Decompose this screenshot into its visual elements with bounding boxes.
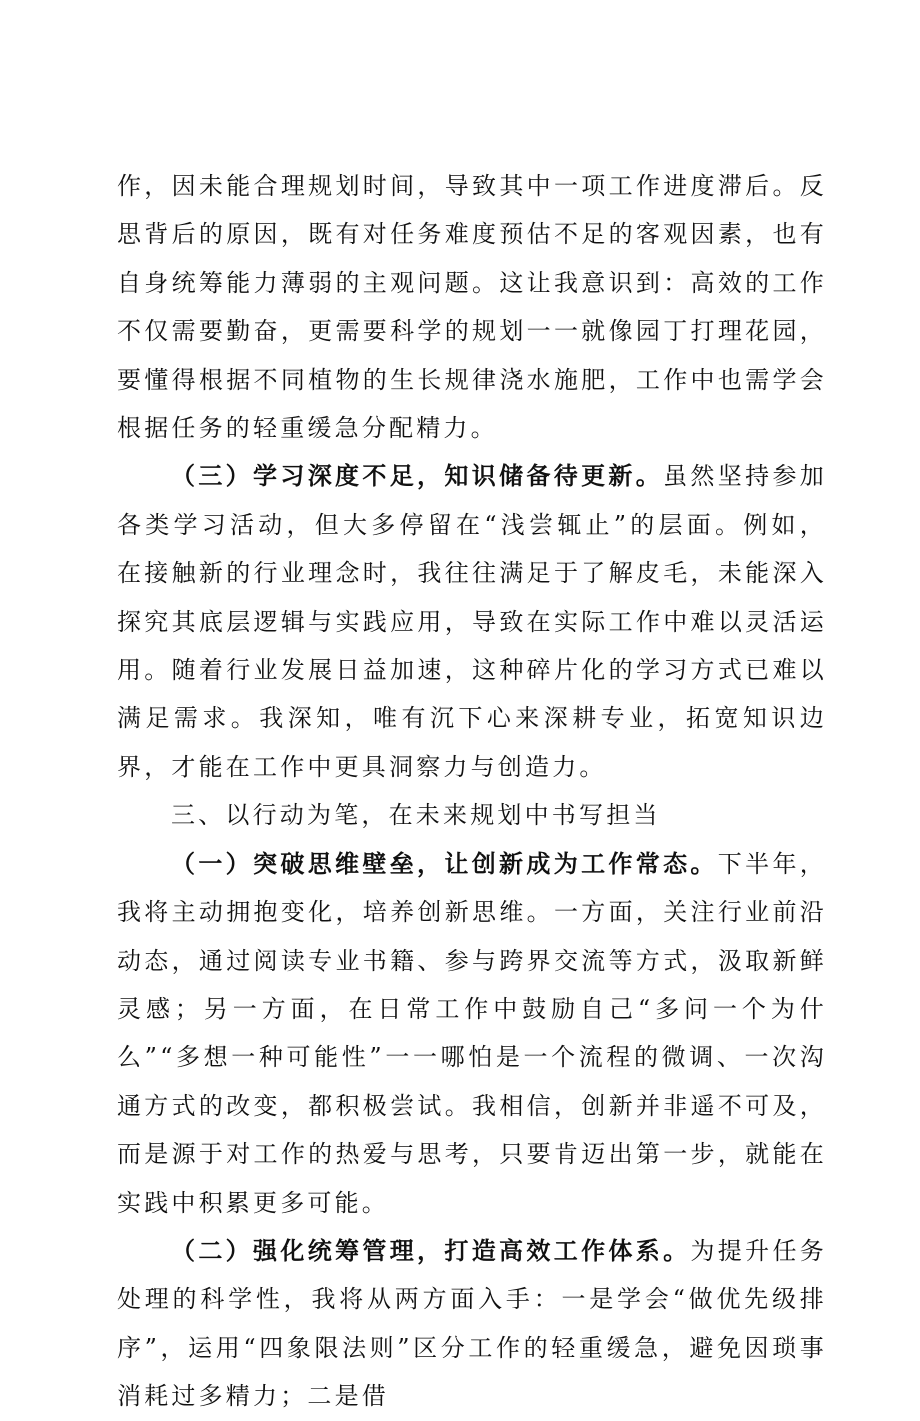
- paragraph-lead: （一）突破思维壁垒，让创新成为工作常态。: [171, 848, 718, 878]
- document-body: [117, 162, 827, 1421]
- paragraph-continuation: [117, 162, 827, 452]
- paragraph-learning-depth: [117, 452, 827, 791]
- paragraph-innovation: [117, 840, 827, 1227]
- paragraph-lead: （三）学习深度不足，知识储备待更新。: [171, 461, 664, 491]
- paragraph-text: 虽然坚持参加各类学习活动，但大多停留在“浅尝辄止”的层面。例如，在接触新的行业理念时，我往往满足于了解皮毛，未能深入探究其底层逻辑与实践应用，导致在实际工作中难以灵活运用。随着行业发展日益加速，这种碎片化的学习方式已难以满足需求。我深知，唯有沉下心来深耕专业，拓宽知识边界，才能在工作中更具洞察力与创造力。: [117, 462, 827, 781]
- paragraph-text: 为提升任务处理的科学性，我将从两方面入手：一是学会“做优先级排序”，运用“四象限法则”区分工作的轻重缓急，避免因琐事消耗过多精力；二是借: [117, 1236, 827, 1411]
- paragraph-lead: （二）强化统筹管理，打造高效工作体系。: [171, 1235, 691, 1265]
- section-heading: 三、以行动为笔，在未来规划中书写担当: [171, 801, 661, 830]
- paragraph-text: 作，因未能合理规划时间，导致其中一项工作进度滞后。反思背后的原因，既有对任务难度预估不足的客观因素，也有自身统筹能力薄弱的主观问题。这让我意识到：高效的工作不仅需要勤奋，更需要科学的规划一一就像园丁打理花园，要懂得根据不同植物的生长规律浇水施肥，工作中也需学会根据任务的轻重缓急分配精力。: [117, 172, 827, 443]
- paragraph-management: [117, 1227, 827, 1421]
- paragraph-text: 下半年，我将主动拥抱变化，培养创新思维。一方面，关注行业前沿动态，通过阅读专业书籍、参与跨界交流等方式，汲取新鲜灵感；另一方面，在日常工作中鼓励自己“多问一个为什么”“多想一种可能性”一一哪怕是一个流程的微调、一次沟通方式的改变，都积极尝试。我相信，创新并非遥不可及，而是源于对工作的热爱与思考，只要肯迈出第一步，就能在实践中积累更多可能。: [117, 849, 827, 1217]
